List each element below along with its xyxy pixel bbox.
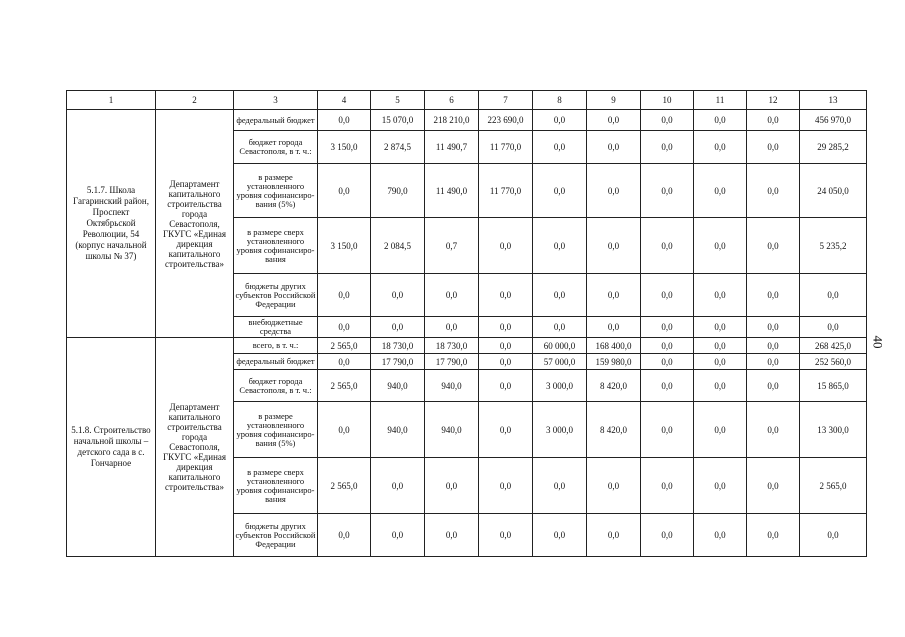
amount-cell: 17 790,0 [425,354,479,370]
amount-cell: 0,0 [587,218,641,274]
column-header: 5 [371,91,425,110]
amount-cell: 0,0 [425,317,479,338]
column-header: 8 [533,91,587,110]
amount-cell: 0,0 [479,317,533,338]
amount-cell: 0,0 [747,164,800,218]
amount-cell: 3 150,0 [318,218,371,274]
amount-cell: 0,0 [694,514,747,557]
column-header: 11 [694,91,747,110]
amount-cell: 0,0 [694,402,747,458]
amount-cell: 0,0 [747,110,800,131]
amount-cell: 940,0 [371,402,425,458]
amount-cell: 0,0 [747,354,800,370]
amount-cell: 0,0 [747,131,800,164]
amount-cell: 0,0 [694,354,747,370]
amount-cell: 0,0 [747,458,800,514]
amount-cell: 0,0 [479,218,533,274]
amount-cell: 11 770,0 [479,131,533,164]
amount-cell: 0,0 [641,338,694,354]
amount-cell: 0,0 [694,458,747,514]
amount-cell: 5 235,2 [800,218,867,274]
amount-cell: 223 690,0 [479,110,533,131]
amount-cell: 0,0 [694,370,747,402]
amount-cell: 0,0 [694,110,747,131]
amount-cell: 8 420,0 [587,370,641,402]
amount-cell: 940,0 [425,370,479,402]
amount-cell: 0,0 [425,458,479,514]
amount-cell: 0,0 [425,514,479,557]
amount-cell: 0,0 [747,317,800,338]
budget-table [66,90,867,557]
amount-cell: 0,0 [694,131,747,164]
amount-cell: 2 565,0 [318,370,371,402]
amount-cell: 0,0 [800,514,867,557]
amount-cell: 0,0 [479,354,533,370]
amount-cell: 940,0 [425,402,479,458]
amount-cell: 0,0 [800,274,867,317]
funding-source-cell: в размере сверх установленного уровня софинансиро-вания [234,218,318,274]
amount-cell: 0,0 [587,164,641,218]
department-cell: Департамент капитального строительства города Севастополя, ГКУГС «Единая дирекция капитального строительства» [156,110,234,338]
amount-cell: 0,0 [694,274,747,317]
amount-cell: 0,0 [641,131,694,164]
column-header: 10 [641,91,694,110]
amount-cell: 0,0 [641,354,694,370]
column-header: 7 [479,91,533,110]
column-header: 2 [156,91,234,110]
amount-cell: 0,0 [318,317,371,338]
amount-cell: 0,0 [641,458,694,514]
amount-cell: 15 070,0 [371,110,425,131]
amount-cell: 0,0 [479,458,533,514]
amount-cell: 940,0 [371,370,425,402]
amount-cell: 0,0 [641,317,694,338]
amount-cell: 0,0 [641,164,694,218]
funding-source-cell: бюджеты других субъектов Российской Федерации [234,514,318,557]
funding-source-cell: федеральный бюджет [234,110,318,131]
amount-cell: 0,0 [747,514,800,557]
amount-cell: 0,0 [371,458,425,514]
funding-source-cell: бюджет города Севастополя, в т. ч.: [234,370,318,402]
column-header: 1 [67,91,156,110]
amount-cell: 0,0 [587,514,641,557]
amount-cell: 15 865,0 [800,370,867,402]
amount-cell: 0,0 [747,402,800,458]
amount-cell: 8 420,0 [587,402,641,458]
amount-cell: 456 970,0 [800,110,867,131]
column-header: 3 [234,91,318,110]
page-number: 40 [870,335,886,349]
amount-cell: 0,0 [533,274,587,317]
amount-cell: 17 790,0 [371,354,425,370]
amount-cell: 0,0 [587,317,641,338]
amount-cell: 0,0 [479,370,533,402]
funding-source-cell: федеральный бюджет [234,354,318,370]
amount-cell: 0,0 [747,274,800,317]
column-header: 12 [747,91,800,110]
amount-cell: 0,0 [318,110,371,131]
amount-cell: 0,0 [694,164,747,218]
amount-cell: 218 210,0 [425,110,479,131]
funding-source-cell: в размере установленного уровня софинансиро-вания (5%) [234,402,318,458]
amount-cell: 2 874,5 [371,131,425,164]
amount-cell: 0,0 [371,317,425,338]
amount-cell: 11 770,0 [479,164,533,218]
funding-source-cell: всего, в т. ч.: [234,338,318,354]
amount-cell: 0,0 [371,274,425,317]
amount-cell: 0,0 [318,514,371,557]
object-name-cell: 5.1.7. Школа Гагаринский район, Проспект Октябрьской Революции, 54 (корпус начальной школы № 37) [67,110,156,338]
column-header: 9 [587,91,641,110]
table-row [67,110,867,131]
amount-cell: 13 300,0 [800,402,867,458]
amount-cell: 0,0 [533,458,587,514]
amount-cell: 3 150,0 [318,131,371,164]
amount-cell: 24 050,0 [800,164,867,218]
amount-cell: 0,0 [318,402,371,458]
funding-source-cell: бюджет города Севастополя, в т. ч.: [234,131,318,164]
amount-cell: 2 565,0 [800,458,867,514]
amount-cell: 0,0 [479,274,533,317]
amount-cell: 0,0 [641,218,694,274]
amount-cell: 60 000,0 [533,338,587,354]
amount-cell: 0,0 [479,402,533,458]
amount-cell: 0,0 [641,370,694,402]
amount-cell: 159 980,0 [587,354,641,370]
amount-cell: 0,0 [694,218,747,274]
amount-cell: 0,0 [587,131,641,164]
amount-cell: 57 000,0 [533,354,587,370]
amount-cell: 268 425,0 [800,338,867,354]
amount-cell: 0,0 [641,514,694,557]
amount-cell: 2 565,0 [318,458,371,514]
funding-source-cell: бюджеты других субъектов Российской Федерации [234,274,318,317]
amount-cell: 2 084,5 [371,218,425,274]
amount-cell: 3 000,0 [533,370,587,402]
amount-cell: 0,0 [694,338,747,354]
amount-cell: 0,0 [533,164,587,218]
amount-cell: 0,0 [747,338,800,354]
amount-cell: 2 565,0 [318,338,371,354]
amount-cell: 3 000,0 [533,402,587,458]
amount-cell: 252 560,0 [800,354,867,370]
amount-cell: 11 490,0 [425,164,479,218]
amount-cell: 0,0 [587,110,641,131]
amount-cell: 0,0 [641,274,694,317]
amount-cell: 0,0 [641,110,694,131]
funding-source-cell: внебюджетные средства [234,317,318,338]
amount-cell: 0,0 [694,317,747,338]
department-cell: Департамент капитального строительства города Севастополя, ГКУГС «Единая дирекция капитального строительства» [156,338,234,557]
column-header: 4 [318,91,371,110]
amount-cell: 0,7 [425,218,479,274]
amount-cell: 0,0 [318,274,371,317]
amount-cell: 18 730,0 [371,338,425,354]
amount-cell: 0,0 [800,317,867,338]
column-header: 13 [800,91,867,110]
column-header: 6 [425,91,479,110]
amount-cell: 0,0 [479,338,533,354]
amount-cell: 0,0 [425,274,479,317]
amount-cell: 0,0 [318,164,371,218]
amount-cell: 0,0 [371,514,425,557]
amount-cell: 18 730,0 [425,338,479,354]
amount-cell: 790,0 [371,164,425,218]
table-row [67,338,867,354]
amount-cell: 29 285,2 [800,131,867,164]
header-row [67,91,867,110]
amount-cell: 0,0 [587,274,641,317]
amount-cell: 0,0 [747,370,800,402]
amount-cell: 0,0 [479,514,533,557]
amount-cell: 0,0 [533,514,587,557]
amount-cell: 0,0 [533,218,587,274]
amount-cell: 0,0 [641,402,694,458]
amount-cell: 11 490,7 [425,131,479,164]
amount-cell: 0,0 [533,110,587,131]
object-name-cell: 5.1.8. Строительство начальной школы – детского сада в с. Гончарное [67,338,156,557]
amount-cell: 0,0 [533,317,587,338]
amount-cell: 0,0 [318,354,371,370]
amount-cell: 0,0 [533,131,587,164]
amount-cell: 0,0 [747,218,800,274]
funding-source-cell: в размере установленного уровня софинансиро-вания (5%) [234,164,318,218]
funding-source-cell: в размере сверх установленного уровня софинансиро-вания [234,458,318,514]
amount-cell: 0,0 [587,458,641,514]
amount-cell: 168 400,0 [587,338,641,354]
